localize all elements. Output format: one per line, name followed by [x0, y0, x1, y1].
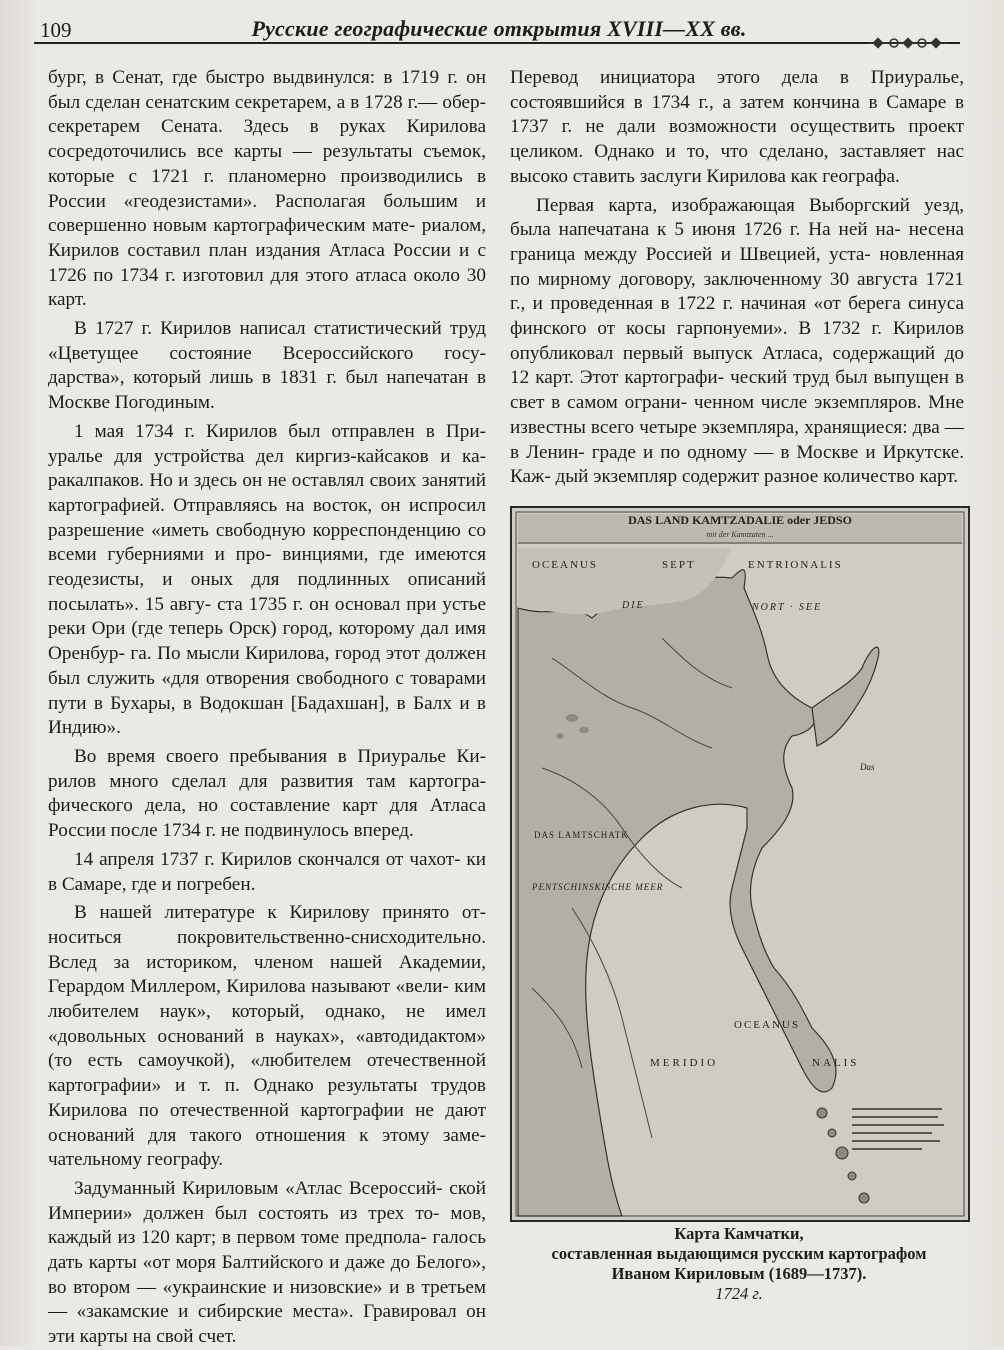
paragraph [48, 848, 486, 897]
map-label-meridio: MERIDIO [650, 1057, 719, 1069]
text-line: высоко ставить заслуги Кирилова как географа. [510, 165, 900, 187]
text-line: служить «для отворения свободного с товарами [86, 667, 486, 689]
text-line: в 1737 г. не дали возможности осуществить проект [510, 91, 964, 138]
paragraph [48, 901, 486, 1173]
text-line: граде и по одному — в Москве и Иркутске. Каж- [510, 441, 965, 488]
text-line: галось дать карты «от моря Балтийского и даже до [48, 1227, 486, 1274]
header-ornament [868, 34, 948, 52]
map-caption [510, 1224, 968, 1304]
text-line: сосредоточились все карты — результаты съемок, [48, 141, 486, 163]
text-line: в России «геодезистами». Располагая большим [48, 165, 486, 212]
text-line: «довольных оснований в науках», «автодидактом» [48, 1025, 486, 1047]
text-line: ченном числе экземпляров. Мне известны всего [510, 392, 964, 438]
map-label-das-lamtschatk: DAS LAMTSCHATK [534, 830, 629, 840]
text-line: обер-секретарем Сената. Здесь в руках Кирилова [48, 91, 486, 138]
text-line: Кирилова по отечественной картографии не дают [48, 1099, 486, 1121]
text-line: и в третьем — «закамские и сибирские места». [48, 1276, 487, 1323]
paragraph [48, 745, 486, 844]
text-line: в Москве Погодиным. [48, 367, 486, 414]
map-label-sept: SEPT [662, 559, 696, 571]
text-line: новленная по мирному договору, заключенному [510, 243, 965, 290]
text-line: несена граница между Россией и Швецией, уста- [510, 219, 965, 265]
paragraph [510, 66, 964, 190]
map-label-pentschinskische-meer: PENTSCHINSKISCHE MEER [532, 882, 664, 892]
text-line: и в Индию». [48, 692, 486, 739]
text-line: «от берега синуса финского от косы гарпонуеми». [510, 293, 965, 340]
text-line: он испросил разрешение «иметь свободную [48, 494, 486, 541]
text-line: В 1732 г. Кирилов опубликовал первый выпуск [510, 318, 965, 364]
paragraph [48, 66, 486, 313]
text-line: 14 апреля 1737 г. Кирилов скончался от чахот- [74, 848, 461, 870]
text-line: бург, в Сенат, где быстро выдвинулся: в 1719 г. [48, 67, 458, 88]
text-line: носиться покровительственно-снисходительно. [48, 926, 486, 948]
paragraph [48, 317, 486, 416]
text-line: оснований для такого отношения к этому заме- [48, 1124, 486, 1146]
map-label-oceanus: OCEANUS [532, 559, 598, 571]
text-line: труд «Цветущее состояние Всероссийского госу- [48, 318, 486, 364]
caption-line-3: Иваном Кириловым (1689—1737). [611, 1264, 867, 1283]
map-label-nalis: NALIS [812, 1057, 860, 1069]
caption-line-2: составленная выдающимся русским картографом [551, 1244, 927, 1263]
text-line: Перевод инициатора этого дела в Приуралье, [510, 67, 964, 88]
text-line: России и с 1726 по 1734 г. изготовил для этого [48, 239, 487, 286]
text-line: ким любителем наук», который, однако, не имел [48, 976, 486, 1023]
map-image [512, 508, 968, 1220]
text-line: он был сделан сенатским секретарем, а в 1728 г.— [48, 67, 486, 113]
text-line: ки в Самаре, где и погребен. [48, 848, 486, 895]
text-line: фического дела, но составление карт для Атласа [48, 795, 486, 817]
map-subtitle: mit der Kamtzaten ... [706, 530, 774, 539]
text-line: рилов много сделал для развития там картогра- [48, 770, 486, 792]
text-line: которые с 1721 г. планомерно производились [48, 165, 463, 187]
text-line: Задуманный Кириловым «Атлас Всероссий- [74, 1177, 443, 1199]
text-line: занятий картографией. Отправляясь на восток, [48, 470, 486, 516]
text-line: дый экземпляр содержит разное количество карт. [555, 466, 959, 488]
map-label-entrionalis: ENTRIONALIS [748, 559, 843, 571]
paragraph [48, 420, 486, 741]
text-line: ческий труд был выпущен в свет в самом ограни- [510, 367, 964, 414]
text-line: пути в Бухары, в Водокшан [Бадахшан], в Балх [48, 692, 452, 714]
map-label-oceanus-lower: OCEANUS [734, 1019, 800, 1031]
text-line: (то есть самоучкой), «любителем отечественной [48, 1050, 486, 1072]
text-line: картографии» и т. п. Однако результаты трудов [48, 1075, 486, 1097]
map-label-nort-see: NORT · SEE [752, 602, 823, 613]
text-line: Герардом Миллером, Кирилова называют «вели- [48, 976, 449, 998]
text-line: мов, каждый из 120 карт; в первом томе предпола- [48, 1202, 486, 1249]
text-line: Атласа, содержащий до 12 карт. Этот картографи- [510, 342, 964, 389]
text-line: Гравировал он эти карты на свой счет. [48, 1301, 486, 1348]
running-title: Русские географические открытия XVIII—XX вв. [251, 16, 747, 41]
text-line: ракалпаков. Но и здесь он не оставлял своих [48, 470, 417, 492]
text-line: 1 мая 1734 г. Кирилов был отправлен в При- [74, 420, 486, 442]
text-line: Во время своего пребывания в Приуралье Ки- [74, 745, 486, 767]
text-line: га. По мысли Кирилова, город этот должен был [48, 643, 487, 689]
text-line: дарства», который лишь в 1831 г. был напечатан [48, 367, 469, 389]
page-number: 109 [40, 18, 72, 42]
text-line: Вслед за историком, членом нашей Академии, [48, 951, 486, 973]
text-line: винциями, где имеются геодезисты, и оных [48, 544, 487, 591]
text-line: корреспонденцию со всеми губерниями и про- [48, 519, 486, 566]
text-line: 30 августа 1721 г., и проведенная в 1722 г. начиная [510, 268, 964, 315]
paragraph [510, 194, 964, 490]
text-line: ской Империи» должен был состоять из трех то- [48, 1177, 486, 1224]
text-line: России после 1734 г. не подвинулось вперед. [48, 820, 414, 842]
text-line: четыре экземпляра, хранящиеся: два — в Ленин- [510, 416, 965, 463]
text-line: теперь Орск) город, которому дал имя Оренбур- [48, 618, 486, 665]
text-line: и совершенно новым картографическим мате- [48, 190, 486, 237]
map-title: DAS LAND KAMTZADALIE oder JEDSO [628, 513, 852, 527]
text-line: ста 1735 г. он основал при устье реки Ори (где [48, 593, 486, 640]
text-line: В 1727 г. Кирилов написал статистический [74, 318, 442, 340]
map-label-die: DIE [622, 600, 645, 611]
text-line: для подлинных описаний посылать». 15 авгу- [48, 569, 486, 615]
text-line: уралье для устройства дел киргиз-кайсаков и ка- [48, 445, 486, 467]
text-line: Белого», во втором — «украинские и низовские» [48, 1252, 487, 1298]
map-label-das: Das [860, 762, 875, 772]
kamchatka-map [510, 506, 970, 1222]
text-line: чательному географу. [48, 1149, 224, 1171]
text-line: риалом, Кирилов составил план издания Атласа [48, 215, 487, 261]
text-line: целиком. Однако и то, что сделано, заставляет нас [510, 141, 964, 163]
header-rule [34, 42, 960, 44]
right-column [510, 66, 964, 490]
paragraph [48, 1177, 486, 1350]
text-line: атласа около 30 карт. [48, 264, 486, 311]
text-line: состоявшийся в 1734 г., а затем кончина в Самаре [510, 91, 947, 113]
text-line: В нашей литературе к Кирилову принято от- [74, 902, 486, 924]
caption-year: 1724 г. [715, 1284, 763, 1303]
caption-line-1: Карта Камчатки, [674, 1224, 804, 1243]
text-line: уезд, была напечатана к 5 июня 1726 г. На ней на- [510, 194, 965, 241]
text-line: Первая карта, изображающая Выборгский [536, 194, 910, 216]
left-column [48, 66, 486, 1350]
